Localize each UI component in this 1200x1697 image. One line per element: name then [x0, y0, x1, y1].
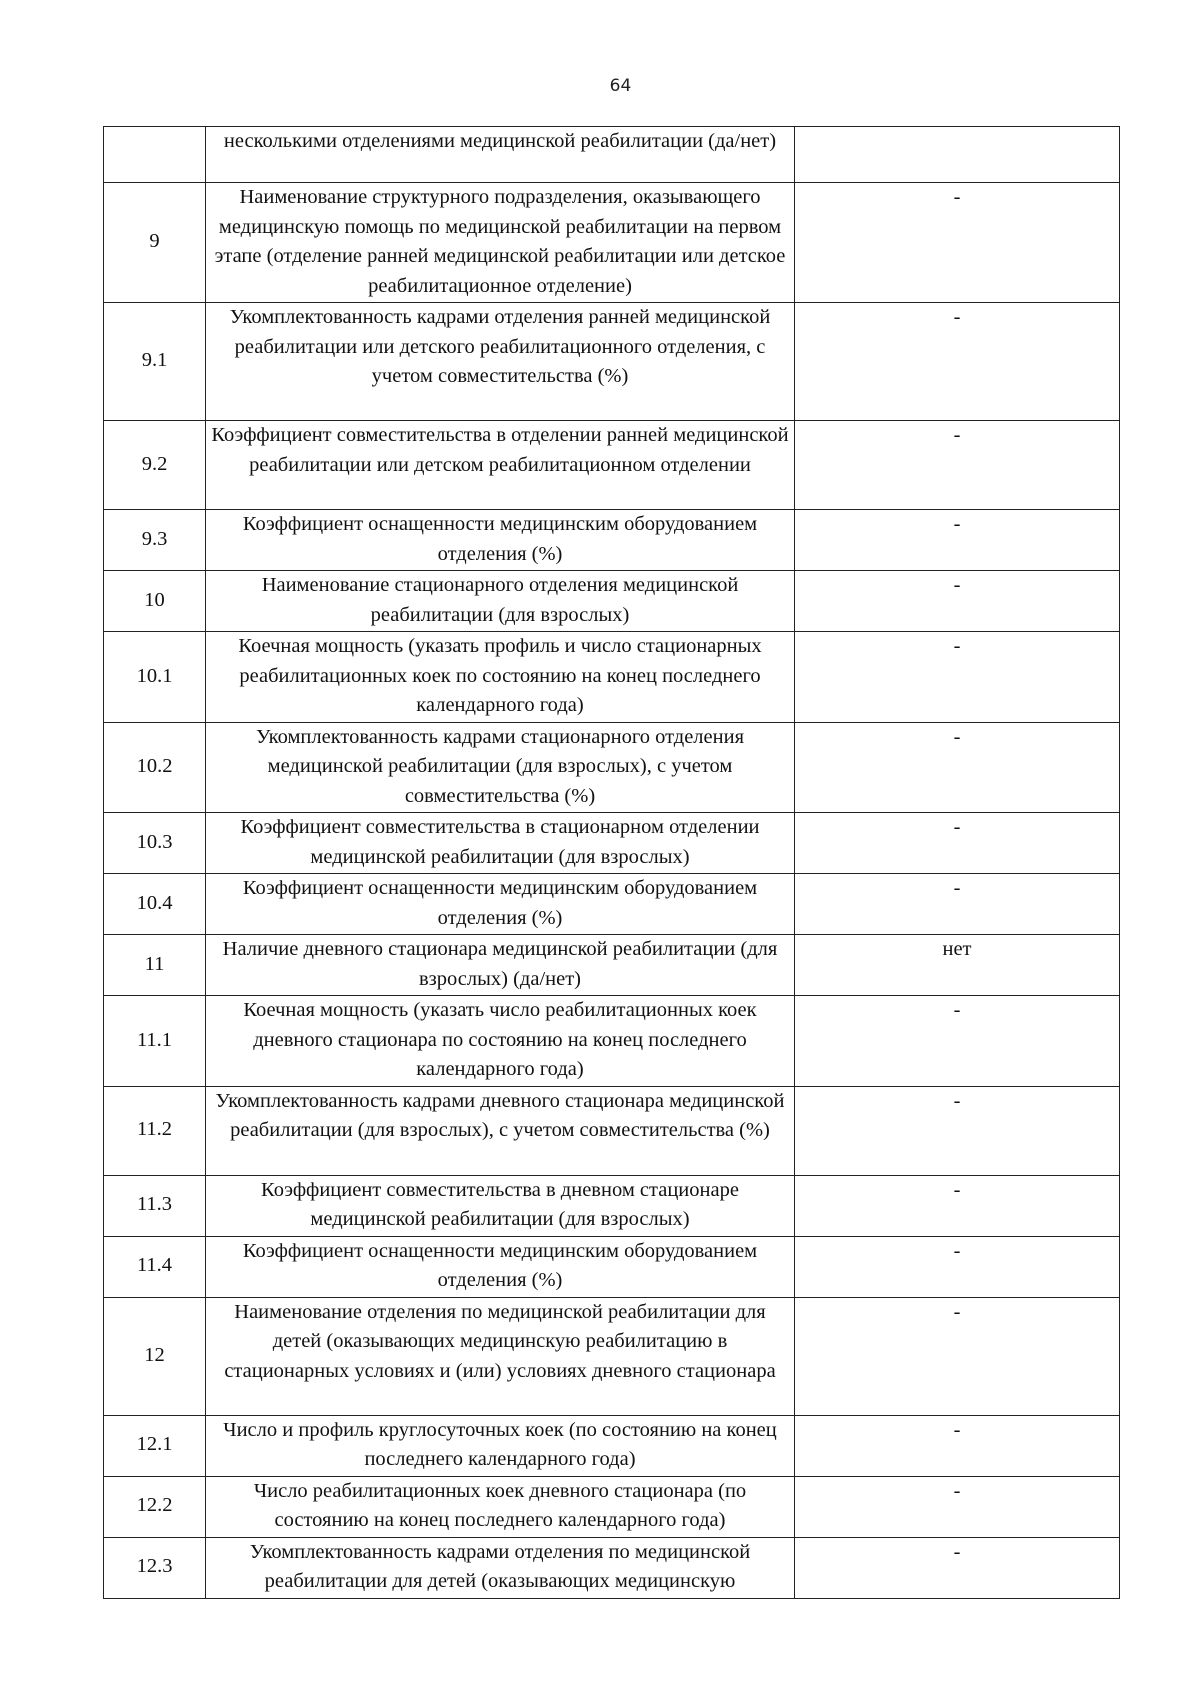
- indicator-value-cell: -: [795, 996, 1120, 1087]
- table-row: [104, 996, 1120, 1087]
- indicator-value-cell: -: [795, 1086, 1120, 1175]
- indicators-table: [103, 126, 1120, 1599]
- row-number-cell: 12: [104, 1297, 206, 1415]
- indicator-name-cell: Число и профиль круглосуточных коек (по состоянию на конец последнего календарного года): [206, 1415, 795, 1476]
- indicator-name-cell: Наименование отделения по медицинской реабилитации для детей (оказывающих медицинскую реабилитацию в стационарных условиях и (или) условиях дневного стационара: [206, 1297, 795, 1415]
- row-number-cell: 10.1: [104, 632, 206, 723]
- indicator-name-cell: Коэффициент оснащенности медицинским оборудованием отделения (%): [206, 1236, 795, 1297]
- table-row: [104, 183, 1120, 303]
- indicator-name-cell: Укомплектованность кадрами отделения ранней медицинской реабилитации или детского реабилитационного отделения, с учетом совместительства (%): [206, 303, 795, 421]
- table-row: [104, 1537, 1120, 1598]
- table-row: [104, 571, 1120, 632]
- table-row: [104, 303, 1120, 421]
- indicator-value-cell: -: [795, 1236, 1120, 1297]
- row-number-cell: 9.1: [104, 303, 206, 421]
- table-row: [104, 1175, 1120, 1236]
- table-row: [104, 421, 1120, 510]
- indicator-name-cell: Коечная мощность (указать профиль и число стационарных реабилитационных коек по состоянию на конец последнего календарного года): [206, 632, 795, 723]
- indicator-value-cell: [795, 127, 1120, 183]
- indicator-value-cell: -: [795, 303, 1120, 421]
- indicator-name-cell: Коэффициент совместительства в дневном стационаре медицинской реабилитации (для взрослых): [206, 1175, 795, 1236]
- row-number-cell: 12.2: [104, 1476, 206, 1537]
- indicator-value-cell: -: [795, 510, 1120, 571]
- indicator-name-cell: Наличие дневного стационара медицинской реабилитации (для взрослых) (да/нет): [206, 935, 795, 996]
- indicator-name-cell: Наименование стационарного отделения медицинской реабилитации (для взрослых): [206, 571, 795, 632]
- row-number-cell: 9.3: [104, 510, 206, 571]
- indicator-value-cell: -: [795, 421, 1120, 510]
- table-row: [104, 1086, 1120, 1175]
- indicator-value-cell: -: [795, 1415, 1120, 1476]
- indicator-name-cell: Укомплектованность кадрами дневного стационара медицинской реабилитации (для взрослых), с учетом совместительства (%): [206, 1086, 795, 1175]
- indicator-name-cell: Коэффициент совместительства в отделении ранней медицинской реабилитации или детском реабилитационном отделении: [206, 421, 795, 510]
- indicator-value-cell: -: [795, 813, 1120, 874]
- indicator-name-cell: Коэффициент оснащенности медицинским оборудованием отделения (%): [206, 510, 795, 571]
- indicator-name-cell: Укомплектованность кадрами отделения по медицинской реабилитации для детей (оказывающих медицинскую: [206, 1537, 795, 1598]
- table-row: [104, 722, 1120, 813]
- table-row: [104, 1415, 1120, 1476]
- row-number-cell: 11.3: [104, 1175, 206, 1236]
- table-row: [104, 1476, 1120, 1537]
- table-row: [104, 127, 1120, 183]
- row-number-cell: 12.1: [104, 1415, 206, 1476]
- indicator-name-cell: Укомплектованность кадрами стационарного отделения медицинской реабилитации (для взрослых), с учетом совместительства (%): [206, 722, 795, 813]
- table-row: [104, 1297, 1120, 1415]
- indicator-name-cell: Коечная мощность (указать число реабилитационных коек дневного стационара по состоянию на конец последнего календарного года): [206, 996, 795, 1087]
- row-number-cell: 11.4: [104, 1236, 206, 1297]
- table-row: [104, 510, 1120, 571]
- table-row: [104, 935, 1120, 996]
- row-number-cell: 10.3: [104, 813, 206, 874]
- indicator-value-cell: -: [795, 571, 1120, 632]
- row-number-cell: 9: [104, 183, 206, 303]
- indicator-value-cell: -: [795, 1297, 1120, 1415]
- page-number: 64: [609, 76, 632, 96]
- indicator-value-cell: -: [795, 1175, 1120, 1236]
- row-number-cell: 10.4: [104, 874, 206, 935]
- indicator-value-cell: нет: [795, 935, 1120, 996]
- indicator-value-cell: -: [795, 722, 1120, 813]
- row-number-cell: 12.3: [104, 1537, 206, 1598]
- table-row: [104, 874, 1120, 935]
- table-row: [104, 813, 1120, 874]
- indicator-name-cell: Коэффициент совместительства в стационарном отделении медицинской реабилитации (для взрослых): [206, 813, 795, 874]
- indicator-value-cell: -: [795, 1537, 1120, 1598]
- row-number-cell: 10.2: [104, 722, 206, 813]
- table-row: [104, 632, 1120, 723]
- indicator-name-cell: несколькими отделениями медицинской реабилитации (да/нет): [206, 127, 795, 183]
- indicator-name-cell: Коэффициент оснащенности медицинским оборудованием отделения (%): [206, 874, 795, 935]
- row-number-cell: 10: [104, 571, 206, 632]
- indicator-value-cell: -: [795, 183, 1120, 303]
- indicators-table-body: [104, 127, 1120, 1599]
- indicator-value-cell: -: [795, 1476, 1120, 1537]
- row-number-cell: [104, 127, 206, 183]
- indicator-name-cell: Наименование структурного подразделения, оказывающего медицинскую помощь по медицинской реабилитации на первом этапе (отделение ранней медицинской реабилитации или детское реабилитационное отделение): [206, 183, 795, 303]
- table-row: [104, 1236, 1120, 1297]
- row-number-cell: 11.2: [104, 1086, 206, 1175]
- indicator-name-cell: Число реабилитационных коек дневного стационара (по состоянию на конец последнего календарного года): [206, 1476, 795, 1537]
- indicator-value-cell: -: [795, 874, 1120, 935]
- row-number-cell: 11.1: [104, 996, 206, 1087]
- indicator-value-cell: -: [795, 632, 1120, 723]
- row-number-cell: 11: [104, 935, 206, 996]
- row-number-cell: 9.2: [104, 421, 206, 510]
